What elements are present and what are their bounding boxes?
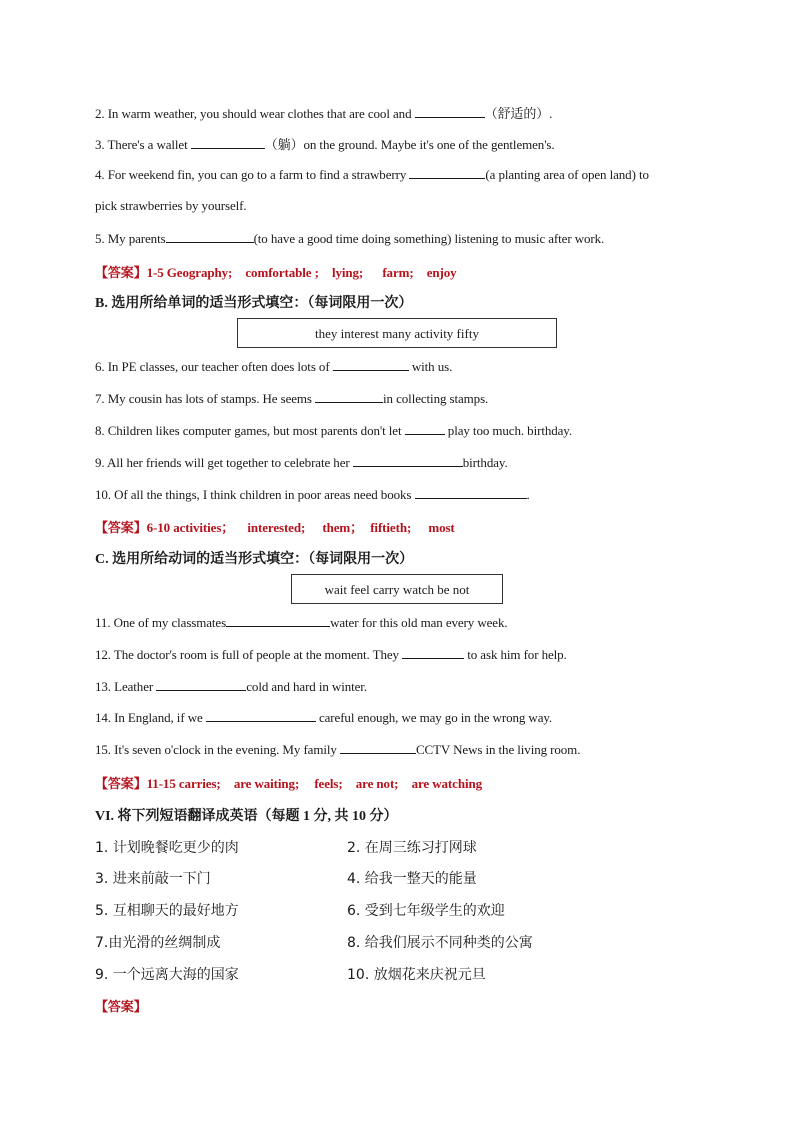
answer-blank [333,358,409,371]
word-box: wait feel carry watch be not [291,574,503,604]
question-4 [95,166,649,183]
answer-item: them； [322,520,364,535]
section-c-heading: C. 选用所给动词的适当形式填空：（每词限用一次） [95,552,414,567]
answer-blank [353,454,463,467]
question-text: with us. [411,359,453,374]
answer-tag: 【答案】 [95,776,147,791]
question-text: 11. One of my classmates [95,615,227,630]
answer-line-a [95,262,457,281]
question-text: in collecting stamps. [383,391,489,406]
answer-blank [166,230,254,243]
answer-item: enjoy [426,265,457,280]
question-text: play too much. birthday. [447,423,573,438]
question-text: CCTV News in the living room. [415,742,581,757]
answer-blank [156,678,246,691]
translation-item: 9. 一个远离大海的国家 [95,967,239,983]
section-b-heading: B. 选用所给单词的适当形式填空：（每词限用一次） [95,296,413,311]
answer-tag: 【答案】 [95,265,147,280]
answer-blank [402,646,464,659]
question-text: （躺）on the ground. Maybe it's one of the gentlemen's. [264,137,555,152]
question-text: 8. Children likes computer games, but most parents don't let [95,423,402,438]
question-text: 14. In England, if we [95,710,203,725]
answer-line-c [95,773,482,792]
answer-line-b [95,517,455,536]
question-text: 4. For weekend fin, you can go to a farm to find a strawberry [95,167,407,182]
answer-tag: 【答案】 [95,520,147,535]
answer-item: 1-5 Geography; [146,265,233,280]
question-text: 7. My cousin has lots of stamps. He seems [95,391,312,406]
question-text: 5. My parents [95,231,166,246]
answer-blank [405,422,445,435]
answer-item: lying; [331,265,364,280]
answer-item: interested; [247,520,306,535]
answer-item: most [428,520,455,535]
question-text: 6. In PE classes, our teacher often does lots of [95,359,330,374]
question-text: to ask him for help. [467,647,567,662]
translation-item: 3. 进来前敲一下门 [95,871,211,887]
answer-item: are not; [355,776,399,791]
answer-blank [340,741,416,754]
answer-item: are watching [411,776,482,791]
answer-blank [415,105,485,118]
answer-line-vi: 【答案】 [95,999,147,1014]
question-text: 10. Of all the things, I think children in poor areas need books [95,487,412,502]
question-text: 15. It's seven o'clock in the evening. My family [95,742,337,757]
question-text: pick strawberries by yourself. [95,198,247,213]
question-9 [95,454,508,471]
answer-item: 6-10 activities； [146,520,235,535]
question-text: 9. All her friends will get together to celebrate her [95,455,350,470]
question-text: 12. The doctor's room is full of people at the moment. They [95,647,399,662]
answer-blank [226,614,330,627]
answer-item: 11-15 carries; [146,776,221,791]
question-text: (to have a good time doing something) listening to music after work. [253,231,605,246]
question-8 [95,422,572,439]
answer-item: feels; [314,776,343,791]
question-10 [95,486,530,503]
answer-blank [415,486,527,499]
question-text: water for this old man every week. [330,615,508,630]
question-4-continued [95,198,247,214]
question-13 [95,678,367,695]
translation-item: 8. 给我们展示不同种类的公寓 [347,935,533,951]
question-5 [95,230,604,247]
question-text: (a planting area of open land) to [485,167,649,182]
question-2 [95,103,552,122]
question-text: . [526,487,530,502]
translation-item: 7.由光滑的丝绸制成 [95,935,221,951]
question-text: （舒适的）. [484,106,553,121]
answer-blank [206,709,316,722]
question-text: 13. Leather [95,679,154,694]
question-15 [95,741,580,758]
answer-blank [409,166,485,179]
answer-item: fiftieth; [370,520,412,535]
question-text: 3. There's a wallet [95,137,188,152]
question-6 [95,358,452,375]
translation-item: 10. 放烟花来庆祝元旦 [347,967,486,983]
translation-item: 2. 在周三练习打网球 [347,840,477,856]
question-3 [95,134,555,153]
word-box: they interest many activity fifty [237,318,557,348]
question-text: 2. In warm weather, you should wear clothes that are cool and [95,106,412,121]
answer-item: farm; [382,265,414,280]
answer-blank [191,136,265,149]
translation-item: 1. 计划晚餐吃更少的肉 [95,840,239,856]
translation-item: 4. 给我一整天的能量 [347,871,477,887]
question-14 [95,709,552,726]
translation-item: 6. 受到七年级学生的欢迎 [347,903,505,919]
question-text: cold and hard in winter. [246,679,367,694]
translation-item: 5. 互相聊天的最好地方 [95,903,239,919]
question-7 [95,390,488,407]
answer-item: comfortable ; [245,265,319,280]
question-text: birthday. [462,455,508,470]
question-text: careful enough, we may go in the wrong way. [318,710,553,725]
question-12 [95,646,567,663]
section-vi-heading: VI. 将下列短语翻译成英语（每题 1 分, 共 10 分） [95,809,398,824]
answer-blank [315,390,383,403]
answer-item: are waiting; [233,776,300,791]
question-11 [95,614,508,631]
